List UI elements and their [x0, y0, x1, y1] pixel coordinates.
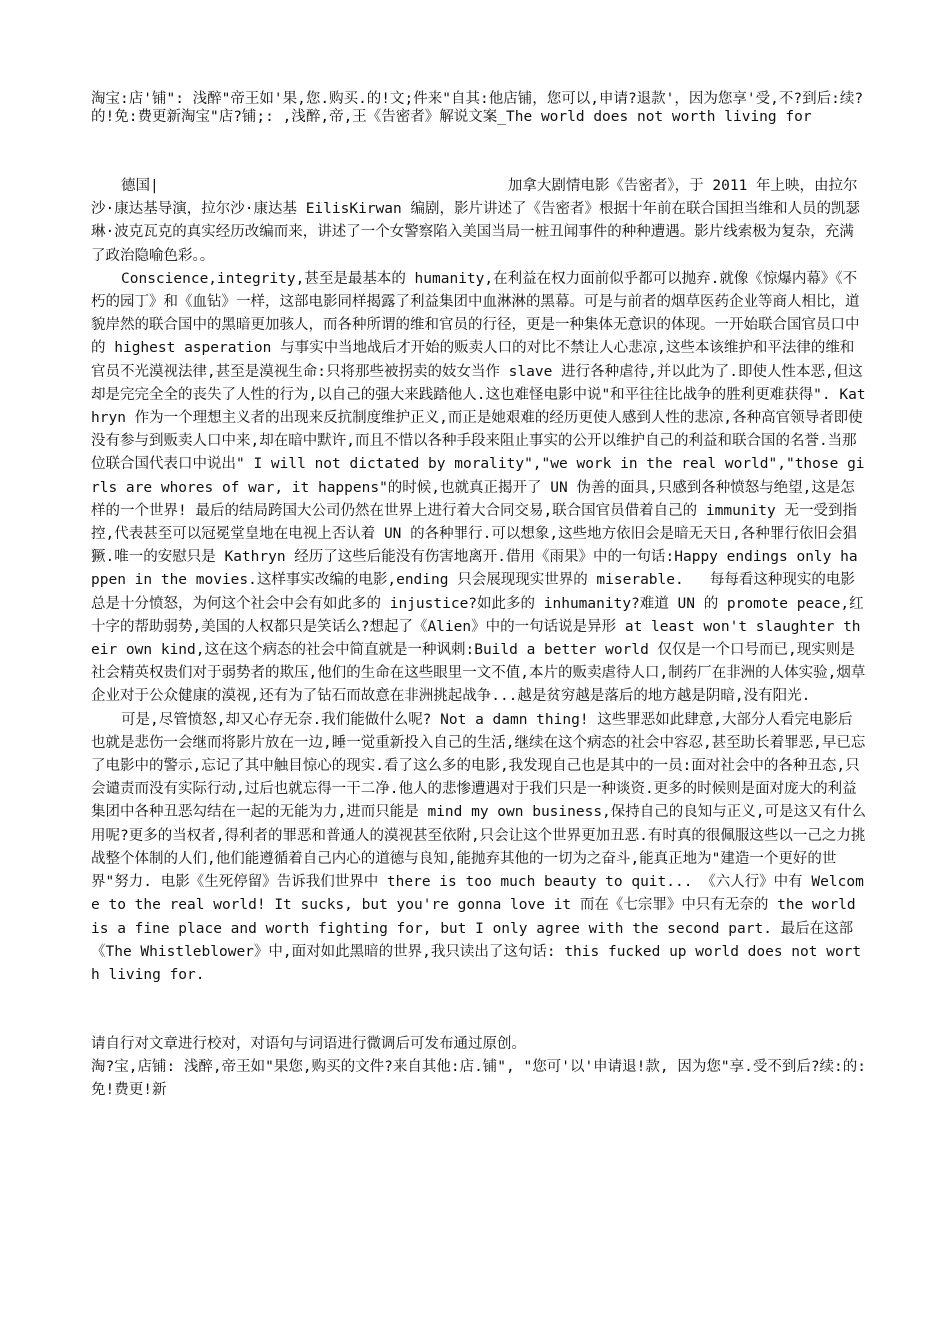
intro-paragraph: 德国| 加拿大剧情电影《告密者》，于 2011 年上映，由拉尔沙·康达基导演，拉尔沙·康达基 EilisKirwan 编剧，影片讲述了《告密者》根据十年前在联合国担当维和人员的凯瑟琳·波克瓦克的真实经历改编而来，讲述了一个女警察陷入美国当局一桩丑闻事件的种种遭遇。影片线索极为复杂，充满了政治隐喻色彩。。: [91, 178, 860, 264]
footer-text: 淘?宝,店铺: 浅醉,帝王如"果您,购买的文件?来自其他:店.铺", "您可'以'申请退!款, 因为您"享.受不到后?续:的:免!费更!新: [91, 1059, 867, 1099]
body-paragraph-1: Conscience,integrity,甚至是最基本的 humanity,在利益在权力面前似乎都可以抛弃.就像《惊爆内幕》《不朽的园丁》和《血钻》一样，这部电影同样揭露了利益集团中血淋淋的黑幕。可是与前者的烟草医药企业等商人相比，道貌岸然的联合国中的黑暗更加骇人，而各种所谓的维和官员的行径，更是一种集体无意识的体现。一开始联合国官员口中的 highest asperation 与事实中当地战后才开始的贩卖人口的对比不禁让人心悲凉,这些本该维护和平法律的维和官员不光漠视法律,甚至是漠视生命:只将那些被拐卖的妓女当作 slave 进行各种虐待,并以此为了.即使人性本恶,但这却是完完全全的丧失了人性的行为,以自己的强大来践踏他人.这也难怪电影中说"和平往往比战争的胜利更难获得". Kathryn 作为一个理想主义者的出现来反抗制度维护正义,而正是她艰难的经历更使人感到人性的悲凉,各种高官领导者即使没有参与到贩卖人口中来,却在暗中默许,而且不惜以各种手段来阻止事实的公开以维护自己的利益和联合国的名誉.当那位联合国代表口中说出" I will not dictated by morality","we work in the real world","those girls are whores of war, it happens"的时候,也就真正揭开了 UN 伪善的面具,只感到各种愤怒与绝望,这是怎样的一个世界! 最后的结局跨国大公司仍然在世界上进行着大合同交易,联合国官员借着自己的 immunity 无一受到指控,代表甚至可以冠冕堂皇地在电视上否认着 UN 的各种罪行.可以想象,这些地方依旧会是暗无天日,各种罪行依旧会猖獗.唯一的安慰只是 Kathryn 经历了这些后能没有伤害地离开.借用《雨果》中的一句话:Happy endings only happen in the movies.这样事实改编的电影,ending 只会展现现实世界的 miserable. 每每看这种现实的电影总是十分愤怒，为何这个社会中会有如此多的 injustice?如此多的 inhumanity?难道 UN 的 promote peace,红十字的帮助弱势,美国的人权都只是笑话么?想起了《Alien》中的一句话说是异形 at least won't slaughter their own kind,这在这个病态的社会中简直就是一种讽刺:Build a better world 仅仅是一个口号而已,现实则是社会精英权贵们对于弱势者的欺压,他们的生命在这些眼里一文不值,本片的贩卖虐待人口,制药厂在非洲的人体实验,烟草企业对于公众健康的漠视,还有为了钻石而故意在非洲挑起战争...越是贫穷越是落后的地方越是阴暗,没有阳光.: [91, 270, 866, 705]
footer-note: 请自行对文章进行校对，对语句与词语进行微调后可发布通过原创。: [91, 1036, 526, 1053]
document-page: [91, 90, 866, 1102]
footer: [91, 1033, 866, 1102]
body-paragraph-2: 可是,尽管愤怒,却又心存无奈.我们能做什么呢? Not a damn thing! 这些罪恶如此肆意,大部分人看完电影后也就是悲伤一会继而将影片放在一边,睡一觉重新投入自己的生活,继续在这个病态的社会中容忍,甚至助长着罪恶,早已忘了电影中的警示,忘记了其中触目惊心的现实.看了这么多的电影,我发现自己也是其中的一员:面对社会中的各种丑态,只会谴责而没有实际行动,过后也就忘得一干二净.他人的悲惨遭遇对于我们只是一种谈资.更多的时候则是面对庞大的利益集团中各种丑恶勾结在一起的无能为力,进而只能是 mind my own business,保持自己的良知与正义,可是这又有什么用呢?更多的当权者,得利者的罪恶和普通人的漠视甚至依附,只会让这个世界更加丑恶.有时真的很佩服这些以一己之力挑战整个体制的人们,他们能遵循着自己内心的道德与良知,能抛弃其他的一切为之奋斗,能真正地为"建造一个更好的世界"努力. 电影《生死停留》告诉我们世界中 there is too much beauty to quit... 《六人行》中有 Welcome to the real world! It sucks, but you're gonna love it 而在《七宗罪》中只有无奈的 the world is a fine place and worth fighting for, but I only agree with the second part. 最后在这部《The Whistleblower》中,面对如此黑暗的世界,我只读出了这句话: this fucked up world does not worth living for.: [91, 711, 867, 983]
header-text: 淘宝:店'铺": 浅醉"帝王如'果,您.购买.的!文;件来"自其:他店铺，您可以,申请?退款'，因为您享'受,不?到后:续?的!免:费更新淘宝"店?铺;: ,浅醉,帝,王《告密者》解说文案_The world does not worth living for: [91, 91, 864, 125]
